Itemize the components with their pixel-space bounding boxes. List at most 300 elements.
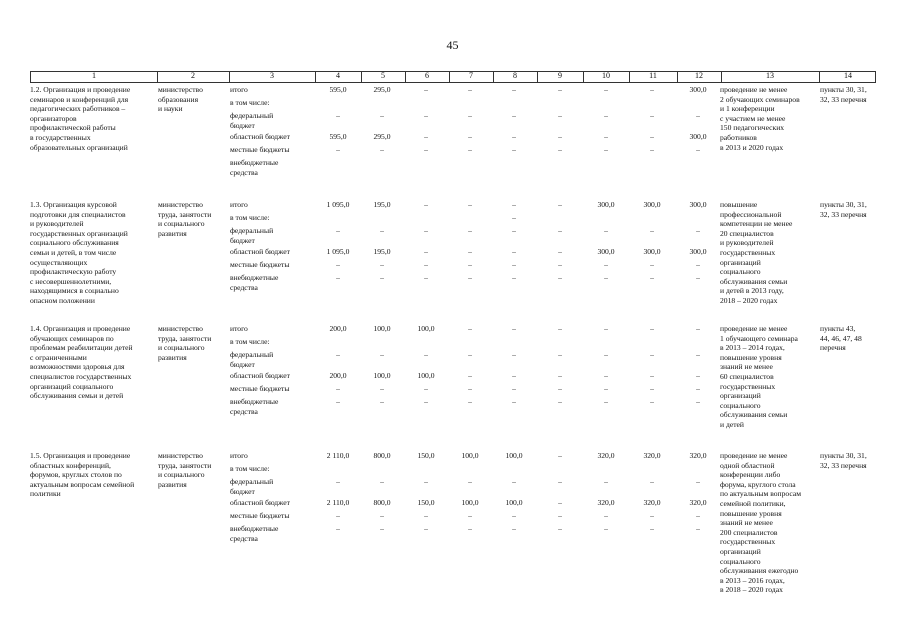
budget-label-line: итого — [230, 451, 248, 460]
funding-value: – — [696, 350, 700, 359]
funding-value: – — [558, 498, 562, 507]
funding-value: 150,0 — [417, 498, 435, 507]
executor-line: министерство — [158, 324, 203, 333]
funding-value: – — [468, 324, 472, 333]
column-divider — [229, 72, 230, 82]
funding-value: – — [424, 477, 428, 486]
funding-value: – — [424, 247, 428, 256]
result-line: 60 специалистов — [720, 371, 774, 381]
funding-value: – — [512, 200, 516, 209]
funding-value: – — [468, 384, 472, 393]
funding-value: – — [336, 226, 340, 235]
result-line: знаний не менее — [720, 518, 773, 528]
result-line: 2 обучающих семинаров — [720, 94, 800, 104]
result-line: и 1 конференции — [720, 104, 775, 114]
funding-value: – — [424, 200, 428, 209]
column-header-9: 9 — [558, 71, 562, 80]
funding-value: – — [604, 260, 608, 269]
funding-value: – — [380, 260, 384, 269]
column-divider — [629, 72, 630, 82]
funding-value: – — [424, 511, 428, 520]
funding-value: – — [468, 350, 472, 359]
funding-value: 100,0 — [461, 498, 479, 507]
event-line: профилактической работы — [30, 123, 116, 133]
funding-value: – — [604, 132, 608, 141]
result-line: и детей — [720, 419, 744, 429]
event-line: и руководителей — [30, 219, 84, 229]
budget-label-line: федеральный — [230, 477, 274, 486]
funding-value: – — [380, 511, 384, 520]
result-line: одной областной — [720, 460, 775, 470]
budget-source-label — [230, 200, 248, 210]
budget-source-label — [230, 260, 289, 270]
event-line: 1.4. Организация и проведение — [30, 324, 131, 333]
program-table — [30, 71, 876, 595]
funding-value: – — [604, 350, 608, 359]
funding-value: – — [696, 324, 700, 333]
funding-value: – — [604, 371, 608, 380]
funding-value: – — [424, 524, 428, 533]
budget-label-line: федеральный — [230, 111, 274, 120]
budget-source-label — [230, 324, 248, 334]
funding-value: – — [468, 145, 472, 154]
funding-value: – — [558, 200, 562, 209]
result-line: в 2013 и 2020 годах — [720, 142, 784, 152]
event-line: областных конференций, — [30, 460, 111, 470]
budget-source-label — [230, 337, 270, 347]
list-item-line: пункты 30, 31, — [820, 451, 867, 460]
funding-value: – — [336, 111, 340, 120]
funding-value: – — [468, 200, 472, 209]
budget-label-line: в том числе: — [230, 213, 270, 222]
budget-label-line: средства — [230, 406, 258, 416]
result-line: обслуживания ежегодно — [720, 566, 799, 576]
funding-value: – — [604, 397, 608, 406]
funding-value: 1 095,0 — [326, 200, 350, 209]
result-line: конференции либо — [720, 470, 781, 480]
event-line: опасном положении — [30, 295, 95, 305]
funding-value: – — [468, 247, 472, 256]
executor-line: образования — [158, 94, 199, 104]
column-divider — [449, 72, 450, 82]
budget-label-line: бюджет — [230, 359, 255, 369]
budget-source-label — [230, 511, 289, 521]
funding-value: – — [468, 371, 472, 380]
event-line: семьи и детей, в том числе — [30, 247, 117, 257]
executor-cell — [158, 85, 228, 114]
funding-value: 100,0 — [417, 324, 435, 333]
column-header-12: 12 — [695, 71, 703, 80]
budget-source-label — [230, 226, 273, 245]
funding-value: – — [424, 85, 428, 94]
result-line: и руководителей — [720, 238, 774, 248]
result-line: знаний не менее — [720, 362, 773, 372]
result-cell — [720, 85, 818, 152]
funding-value: – — [424, 397, 428, 406]
funding-value: – — [650, 324, 654, 333]
budget-source-label — [230, 213, 270, 223]
funding-value: 320,0 — [597, 451, 615, 460]
funding-value: – — [650, 111, 654, 120]
executor-cell — [158, 200, 228, 238]
column-divider — [493, 72, 494, 82]
funding-value: – — [696, 260, 700, 269]
event-line: с ограниченными — [30, 352, 87, 362]
funding-value: 300,0 — [689, 132, 707, 141]
budget-label-line: внебюджетные — [230, 397, 279, 406]
funding-value: 800,0 — [373, 498, 391, 507]
funding-value: – — [424, 384, 428, 393]
funding-value: – — [512, 132, 516, 141]
executor-line: и социального — [158, 219, 205, 229]
funding-value: – — [558, 477, 562, 486]
funding-value: 320,0 — [689, 498, 707, 507]
funding-value: – — [424, 111, 428, 120]
budget-source-label — [230, 397, 278, 416]
funding-value: – — [468, 132, 472, 141]
result-line: проведение не менее — [720, 85, 788, 94]
budget-label-line: областной бюджет — [230, 247, 290, 256]
funding-value: – — [380, 145, 384, 154]
funding-value: – — [468, 226, 472, 235]
funding-value: – — [380, 524, 384, 533]
funding-value: 300,0 — [689, 85, 707, 94]
event-line: семинаров и конференций для — [30, 94, 129, 104]
funding-value: 320,0 — [689, 451, 707, 460]
column-divider — [819, 72, 820, 82]
budget-source-label — [230, 132, 290, 142]
event-line: образовательных организаций — [30, 142, 128, 152]
funding-value: – — [512, 350, 516, 359]
funding-value: – — [650, 85, 654, 94]
column-divider — [157, 72, 158, 82]
funding-value: – — [696, 273, 700, 282]
funding-value: 295,0 — [373, 132, 391, 141]
result-line: социального — [720, 267, 761, 277]
funding-value: – — [380, 350, 384, 359]
funding-value: – — [512, 247, 516, 256]
event-cell — [30, 451, 154, 499]
list-item-line: 44, 46, 47, 48 — [820, 333, 862, 343]
executor-line: и социального — [158, 470, 205, 480]
funding-value: – — [336, 384, 340, 393]
funding-value: – — [336, 511, 340, 520]
executor-line: и социального — [158, 343, 205, 353]
result-line: работников — [720, 132, 757, 142]
event-line: форумов, круглых столов по — [30, 470, 122, 480]
executor-line: министерство — [158, 85, 203, 94]
funding-value: – — [512, 397, 516, 406]
funding-value: – — [650, 384, 654, 393]
budget-source-label — [230, 145, 289, 155]
budget-source-label — [230, 111, 273, 130]
funding-value: – — [512, 213, 516, 222]
funding-value: 300,0 — [643, 200, 661, 209]
funding-value: – — [696, 397, 700, 406]
event-line: профилактическую работу — [30, 267, 117, 277]
funding-value: – — [512, 384, 516, 393]
result-line: 2018 – 2020 годах — [720, 295, 778, 305]
budget-label-line: средства — [230, 282, 258, 292]
result-line: организаций — [720, 546, 761, 556]
funding-value: 295,0 — [373, 85, 391, 94]
budget-label-line: итого — [230, 200, 248, 209]
result-line: организаций — [720, 257, 761, 267]
funding-value: – — [558, 273, 562, 282]
funding-value: – — [604, 85, 608, 94]
list-item-line: перечня — [820, 343, 846, 353]
funding-value: – — [424, 273, 428, 282]
funding-value: – — [468, 511, 472, 520]
budget-source-label — [230, 451, 248, 461]
funding-value: – — [650, 226, 654, 235]
funding-value: – — [696, 511, 700, 520]
funding-value: – — [696, 477, 700, 486]
funding-value: – — [468, 111, 472, 120]
budget-label-line: бюджет — [230, 120, 255, 130]
funding-value: – — [424, 145, 428, 154]
list-item-line: 32, 33 перечня — [820, 460, 867, 470]
column-header-2: 2 — [191, 71, 195, 80]
column-header-5: 5 — [381, 71, 385, 80]
funding-value: 195,0 — [373, 200, 391, 209]
funding-value: 100,0 — [505, 498, 523, 507]
funding-value: – — [558, 226, 562, 235]
column-header-11: 11 — [649, 71, 657, 80]
result-line: обслуживания семьи — [720, 276, 788, 286]
result-line: повышение уровня — [720, 508, 782, 518]
budget-label-line: областной бюджет — [230, 132, 290, 141]
column-header-4: 4 — [336, 71, 340, 80]
event-cell — [30, 200, 154, 306]
column-divider — [315, 72, 316, 82]
budget-label-line: местные бюджеты — [230, 511, 290, 520]
budget-source-label — [230, 498, 290, 508]
funding-value: 300,0 — [597, 200, 615, 209]
list-item-line: пункты 30, 31, — [820, 200, 867, 209]
funding-value: – — [558, 324, 562, 333]
funding-value: – — [558, 145, 562, 154]
event-line: проблемам реабилитации детей — [30, 343, 133, 353]
funding-value: – — [696, 524, 700, 533]
result-line: организаций — [720, 391, 761, 401]
funding-value: – — [650, 350, 654, 359]
funding-value: – — [512, 85, 516, 94]
budget-label-line: внебюджетные — [230, 524, 279, 533]
event-line: 1.3. Организация курсовой — [30, 200, 117, 209]
event-line: возможностями здоровья для — [30, 362, 125, 372]
executor-line: министерство — [158, 451, 203, 460]
budget-label-line: итого — [230, 324, 248, 333]
column-header-10: 10 — [602, 71, 610, 80]
funding-value: – — [650, 132, 654, 141]
funding-value: – — [512, 145, 516, 154]
budget-source-label — [230, 247, 290, 257]
funding-value: – — [558, 260, 562, 269]
funding-value: – — [336, 397, 340, 406]
funding-value: – — [558, 132, 562, 141]
funding-value: – — [512, 477, 516, 486]
funding-value: 300,0 — [689, 247, 707, 256]
budget-label-line: внебюджетные — [230, 273, 279, 282]
funding-value: – — [336, 273, 340, 282]
funding-value: – — [604, 111, 608, 120]
event-line: актуальным вопросам семейной — [30, 479, 135, 489]
result-line: социального — [720, 400, 761, 410]
column-divider — [361, 72, 362, 82]
event-line: обучающих семинаров по — [30, 333, 114, 343]
funding-value: – — [336, 477, 340, 486]
budget-source-label — [230, 464, 270, 474]
funding-value: – — [558, 451, 562, 460]
funding-value: – — [696, 371, 700, 380]
column-divider — [721, 72, 722, 82]
funding-value: – — [650, 260, 654, 269]
funding-value: – — [468, 397, 472, 406]
result-line: повышение уровня — [720, 352, 782, 362]
funding-value: 595,0 — [329, 85, 347, 94]
column-header-14: 14 — [844, 71, 852, 80]
budget-source-label — [230, 85, 248, 95]
funding-value: 300,0 — [597, 247, 615, 256]
budget-source-label — [230, 273, 278, 292]
funding-value: 1 095,0 — [326, 247, 350, 256]
funding-value: – — [468, 524, 472, 533]
result-line: форума, круглого стола — [720, 479, 796, 489]
result-cell — [720, 324, 818, 430]
funding-value: – — [558, 350, 562, 359]
budget-label-line: местные бюджеты — [230, 145, 290, 154]
result-line: по актуальным вопросам — [720, 489, 802, 499]
funding-value: 200,0 — [329, 371, 347, 380]
funding-value: – — [380, 397, 384, 406]
result-line: 20 специалистов — [720, 228, 774, 238]
budget-source-label — [230, 158, 278, 177]
funding-value: 2 110,0 — [326, 451, 350, 460]
result-line: семейной политики, — [720, 498, 786, 508]
funding-value: – — [380, 111, 384, 120]
funding-value: – — [604, 511, 608, 520]
event-line: с несовершеннолетними, — [30, 276, 112, 286]
result-line: обслуживания семьи — [720, 410, 788, 420]
budget-label-line: средства — [230, 167, 258, 177]
funding-value: 2 110,0 — [326, 498, 350, 507]
budget-label-line: бюджет — [230, 235, 255, 245]
column-header-7: 7 — [469, 71, 473, 80]
event-line: в государственных — [30, 132, 91, 142]
funding-value: – — [336, 260, 340, 269]
budget-source-label — [230, 371, 290, 381]
funding-value: – — [468, 85, 472, 94]
budget-source-label — [230, 350, 273, 369]
budget-source-label — [230, 384, 289, 394]
funding-value: – — [650, 371, 654, 380]
executor-line: и науки — [158, 104, 183, 114]
funding-value: – — [558, 511, 562, 520]
result-line: государственных — [720, 247, 776, 257]
executor-line: развития — [158, 228, 187, 238]
event-line: обслуживания семьи и детей — [30, 391, 124, 401]
result-line: с участием не менее — [720, 113, 786, 123]
result-line: 200 специалистов — [720, 527, 778, 537]
funding-value: – — [512, 273, 516, 282]
result-line: государственных — [720, 381, 776, 391]
event-line: специалистов государственных — [30, 371, 132, 381]
funding-value: 595,0 — [329, 132, 347, 141]
funding-value: – — [650, 511, 654, 520]
column-header-8: 8 — [513, 71, 517, 80]
column-divider — [537, 72, 538, 82]
column-header-13: 13 — [766, 71, 774, 80]
funding-value: 150,0 — [417, 451, 435, 460]
funding-value: – — [336, 350, 340, 359]
funding-value: – — [604, 524, 608, 533]
funding-value: – — [424, 350, 428, 359]
funding-value: – — [468, 273, 472, 282]
column-header-row — [30, 71, 876, 83]
funding-value: – — [558, 247, 562, 256]
event-line: находящимися в социально — [30, 286, 119, 296]
funding-value: – — [380, 384, 384, 393]
funding-value: 195,0 — [373, 247, 391, 256]
event-line: социального обслуживания — [30, 238, 119, 248]
executor-line: труда, занятости — [158, 460, 212, 470]
funding-value: – — [558, 524, 562, 533]
executor-line: развития — [158, 352, 187, 362]
funding-value: 320,0 — [643, 451, 661, 460]
column-header-3: 3 — [270, 71, 274, 80]
event-line: 1.2. Организация и проведение — [30, 85, 131, 94]
funding-value: 320,0 — [643, 498, 661, 507]
event-line: политики — [30, 489, 61, 499]
column-divider — [583, 72, 584, 82]
result-cell — [720, 200, 818, 306]
funding-value: 200,0 — [329, 324, 347, 333]
executor-line: труда, занятости — [158, 209, 212, 219]
funding-value: – — [512, 111, 516, 120]
column-divider — [405, 72, 406, 82]
executor-cell — [158, 324, 228, 362]
budget-label-line: областной бюджет — [230, 371, 290, 380]
event-line: государственных организаций — [30, 228, 128, 238]
funding-value: – — [696, 226, 700, 235]
funding-value: – — [696, 111, 700, 120]
funding-value: – — [468, 260, 472, 269]
result-line: государственных — [720, 537, 776, 547]
event-line: организаций социального — [30, 381, 114, 391]
funding-value: – — [650, 477, 654, 486]
result-line: в 2013 – 2016 годах, — [720, 575, 785, 585]
event-line: подготовки для специалистов — [30, 209, 126, 219]
budget-source-label — [230, 98, 270, 108]
funding-value: – — [512, 524, 516, 533]
funding-value: – — [696, 145, 700, 154]
budget-label-line: итого — [230, 85, 248, 94]
funding-value: 300,0 — [689, 200, 707, 209]
funding-value: – — [604, 145, 608, 154]
column-header-1: 1 — [92, 71, 96, 80]
funding-value: – — [512, 324, 516, 333]
funding-value: – — [604, 477, 608, 486]
funding-value: – — [558, 397, 562, 406]
list-item-line: 32, 33 перечня — [820, 94, 867, 104]
list-item-line: пункты 43, — [820, 324, 856, 333]
funding-value: – — [512, 371, 516, 380]
budget-label-line: областной бюджет — [230, 498, 290, 507]
page-number: 45 — [446, 38, 459, 52]
funding-value: – — [604, 273, 608, 282]
executor-line: министерство — [158, 200, 203, 209]
